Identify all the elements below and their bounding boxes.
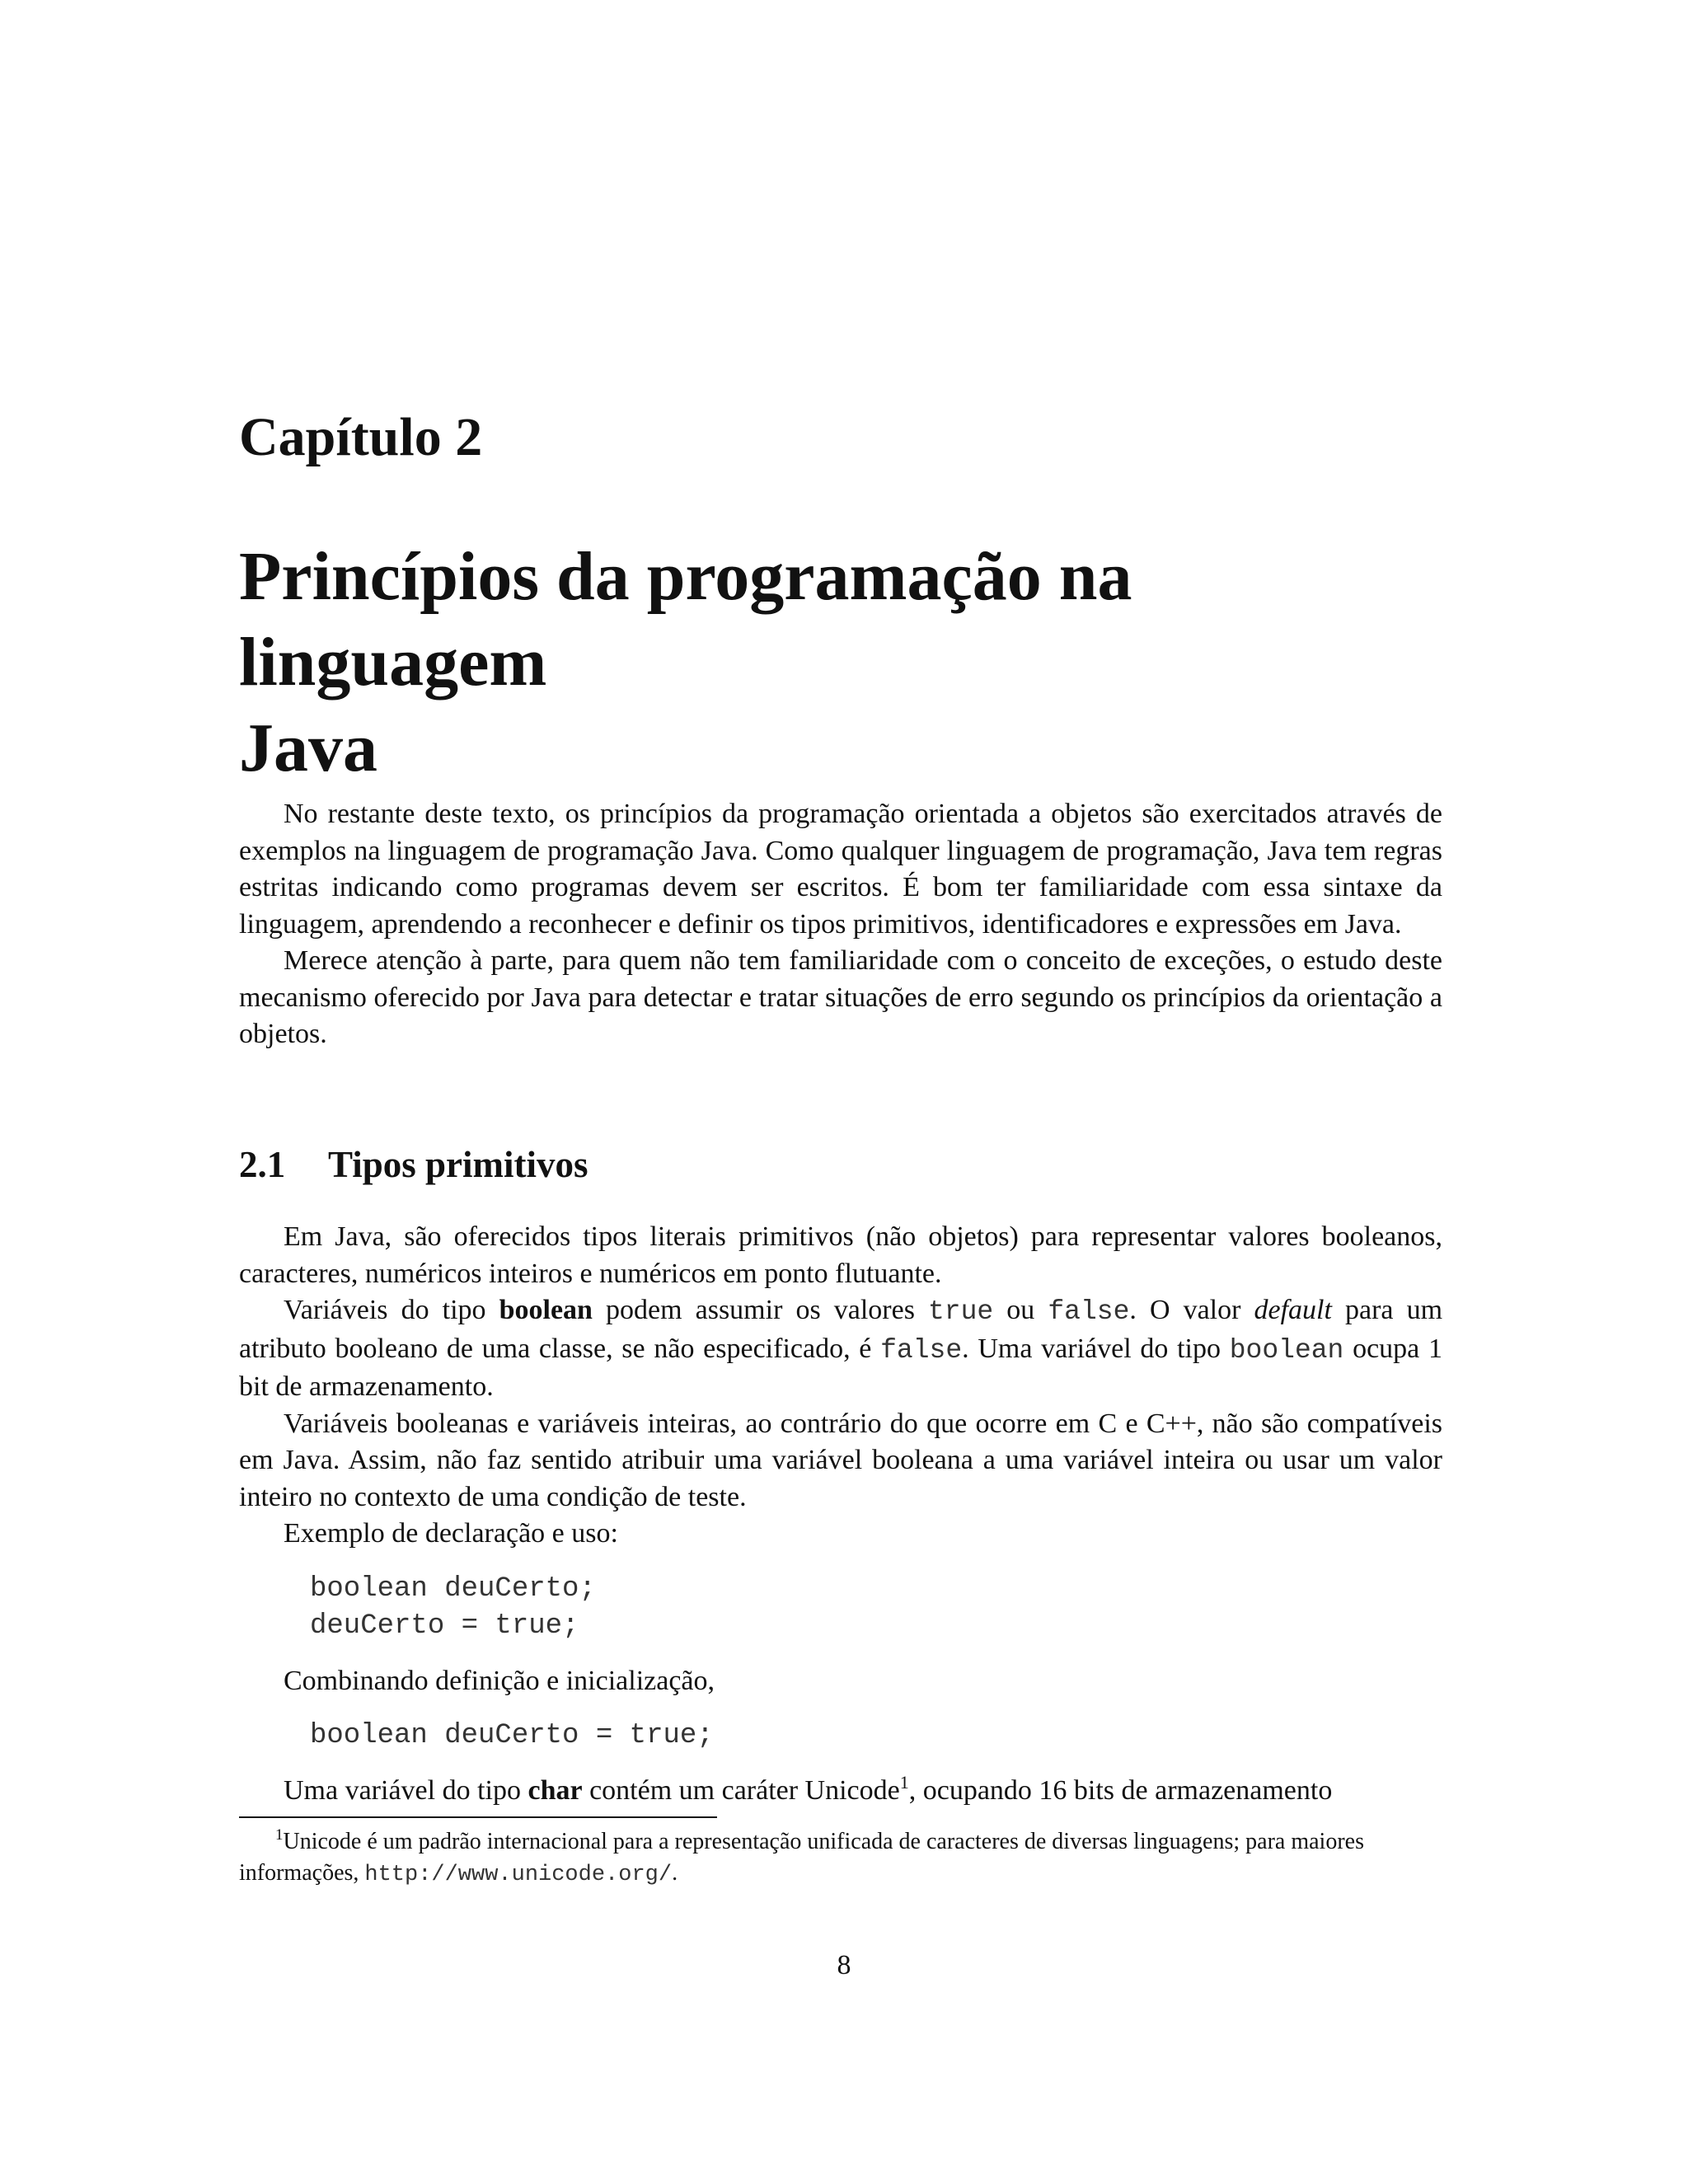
body-paragraph xyxy=(239,1292,1442,1406)
text-run: . Uma variável do tipo xyxy=(962,1333,1230,1364)
section-number: 2.1 xyxy=(239,1144,286,1185)
chapter-title xyxy=(239,534,1442,791)
page-number: 8 xyxy=(837,1950,851,1980)
code-block xyxy=(310,1718,1442,1755)
italic-term: default xyxy=(1254,1295,1332,1325)
text-run: podem assumir os valores xyxy=(592,1295,928,1325)
text-run: , ocupando 16 bits de armazenamento xyxy=(908,1775,1333,1806)
code-line: boolean deuCerto; xyxy=(310,1572,596,1605)
footnote-divider xyxy=(239,1816,717,1818)
section-body xyxy=(239,1219,1442,1810)
body-paragraph: Variáveis booleanas e variáveis inteiras, ao contrário do que ocorre em C e C++, não são compatíveis em Java. Assim, não faz sentido atribuir uma variável booleana a uma variável inteira ou usar um valor inteiro no contexto de uma condição de teste. xyxy=(239,1408,1442,1512)
footnote xyxy=(239,1826,1442,1891)
body-paragraph: Exemplo de declaração e uso: xyxy=(284,1518,618,1549)
chapter-label: Capítulo 2 xyxy=(239,407,483,467)
footnote-mark: 1 xyxy=(275,1826,284,1844)
body-paragraph: Em Java, são oferecidos tipos literais primitivos (não objetos) para representar valores booleanos, caracteres, numéricos inteiros e numéricos em ponto flutuante. xyxy=(239,1221,1442,1289)
text-run: Uma variável do tipo xyxy=(284,1775,528,1806)
inline-code: boolean xyxy=(1229,1334,1344,1366)
text-run: . O valor xyxy=(1129,1295,1254,1325)
footnote-ref[interactable]: 1 xyxy=(899,1772,909,1793)
bold-term: boolean xyxy=(499,1295,593,1325)
inline-code: false xyxy=(1048,1296,1130,1327)
inline-code: true xyxy=(928,1296,994,1327)
text-run: . xyxy=(672,1860,678,1886)
section-heading xyxy=(239,1142,1442,1187)
chapter-title-line1: Princípios da programação na linguagem xyxy=(239,538,1132,701)
body-paragraph xyxy=(239,1773,1442,1810)
footnote-link[interactable]: http://www.unicode.org/ xyxy=(364,1863,673,1887)
chapter-title-line2: Java xyxy=(239,710,377,786)
body-paragraph: Combinando definição e inicialização, xyxy=(284,1665,715,1696)
text-run: ou xyxy=(993,1295,1048,1325)
bold-term: char xyxy=(528,1775,583,1806)
code-line: boolean deuCerto = true; xyxy=(310,1720,714,1751)
intro-paragraph: Merece atenção à parte, para quem não tem familiaridade com o conceito de exceções, o estudo deste mecanismo oferecido por Java para detectar e tratar situações de erro segundo os princípios da orientação a objetos. xyxy=(239,945,1442,1049)
code-block xyxy=(310,1571,1442,1645)
text-run: Variáveis do tipo xyxy=(284,1295,499,1325)
footnote-text xyxy=(239,1826,1442,1891)
text-run: ocupa 1 bit de armazenamento. xyxy=(239,1333,1442,1402)
text-run: Unicode é um padrão internacional para a representação unificada de caracteres de diversas linguagens; para maiores informações, xyxy=(239,1829,1364,1886)
text-run: contém um caráter Unicode xyxy=(582,1775,900,1806)
section-title: Tipos primitivos xyxy=(328,1144,588,1185)
intro-paragraph: No restante deste texto, os princípios da programação orientada a objetos são exercitados através de exemplos na linguagem de programação Java. Como qualquer linguagem de programação, Java tem regras estritas indicando como programas devem ser escritos. É bom ter familiaridade com essa sintaxe da linguagem, aprendendo a reconhecer e definir os tipos primitivos, identificadores e expressões em Java. xyxy=(239,799,1442,940)
inline-code: false xyxy=(880,1334,963,1366)
text-run: para um atributo booleano de uma classe, se não especificado, é xyxy=(239,1295,1443,1364)
intro-text xyxy=(239,796,1442,1053)
code-line: deuCerto = true; xyxy=(310,1610,579,1642)
